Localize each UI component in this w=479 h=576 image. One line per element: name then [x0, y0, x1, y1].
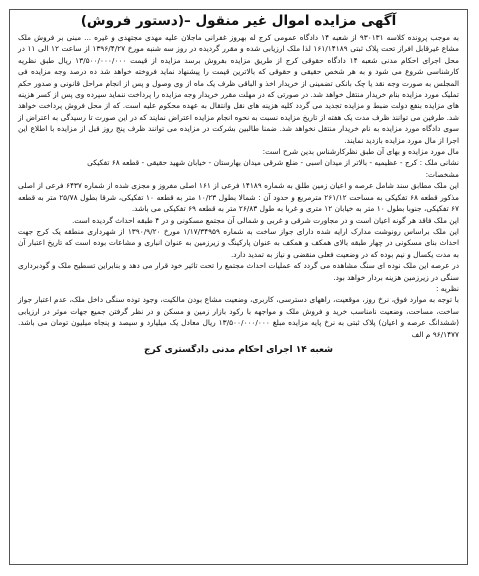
notice-paragraph-opinion-heading: نظریه :: [435, 283, 459, 293]
notice-paragraph-intro: به موجب پرونده کلاسه ۹۳۰۱۳۱ از شعبه ۱۴ دادگاه عمومی کرج له بهروز غفرانی ماجلان علیه مهدی مجتهدی و غیره ... مبنی بر فروش ملک مشاع غیرقابل افراز تحت پلاک ثبتی ۱۶۱/۱۴۱۸۹ لذا ملک ارزیابی شده و مقرر گردیده در روز سه شنبه مورخ ۱۳۹۶/۴/۲۷ از ساعت ۱۲ الی ۱۱ در محل اجرای احکام مدنی شعبه ۱۴ دادگاه حقوقی کرج از طریق مزایده بفروش برسد مزایده از قیمت ۱۳/۵۰۰/۰۰۰/۰۰۰ ریال طبق نظریه کارشناسی شروع می شود و به هر شخص حقیقی و حقوقی که بالاترین قیمت را پیشنهاد نماید فروخته خواهد شد ده درصد وجه مزایده فی المجلس به صورت وجه نقد یا چک بانکی تضمینی از خریدار اخذ و الباقی ظرف یک ماه از وی وصول و پس از انجام مراحل قانونی و صدور حکم تملیک مورد مزایده بنام خریدار منتقل خواهد شد. در صورتی که در مهلت مقرر خریدار وجه مزایده را پرداخت ننماید سپرده وی پس از کسر هزینه های مزایده بنفع دولت ضبط و مزایده تجدید می گردد کلیه هزینه های نقل وانتقال به عهده محکوم علیه است. که از محل فروش پرداخت خواهد شد. طرفین می توانند ظرف مدت یک هفته از تاریخ مزایده نسبت به نحوه انجام مزایده اعتراض نمایند که در این صورت تا رسیدگی به اعتراض از سوی دادگاه مورد مزایده به نام خریدار منتقل نخواهد شد. ضمنا طالبین بشرکت در مزایده می توانند ظرف پنج روز قبل از مزایده با اطلاع این اجرا از مال مورد مزایده بازدید نمایند.: [18, 33, 459, 145]
auction-notice: [9, 9, 468, 565]
notice-title: آگهی مزایده اموال غیر منقول –(دستور فروش): [80, 13, 397, 29]
notice-paragraph-opinion: با توجه به موارد فوق، نرخ روز، موقعیت، راههای دسترسی، کاربری، وضعیت مشاع بودن مالکیت، وجود توده سنگی داخل ملک، عدم اعتبار جواز ساخت، مساحت، وضعیت نامناسب خرید و فروش ملک و مواجهه با رکود بازار زمین و مسکن و در نظر گرفتن جمیع جهات موثر در ارزیابی (ششدانگ عرصه و اعیان) پلاک ثبتی به نرخ پایه مزایده مبلغ ۱۳/۵۰۰/۰۰۰/۰۰۰ ریال معادل یک میلیارد و سیصد و پنجاه میلیون تومان می باشد. ۹۶/۱۴۷۷ م الف: [18, 295, 460, 339]
notice-paragraph-rock: در عرصه این ملک نوده ای سنگ مشاهده می گردد که عملیات احداث مجتمع را تحت تاثیر خود قرار می دهد و بنابراین تسطیح ملک و گودبرداری سنگی در زیرزمین هزینه بردار خواهد بود.: [18, 261, 459, 282]
notice-paragraph-appraisal: مال مورد مزایده و بهای آن طبق نظرکارشناس بدین شرح است:: [262, 147, 459, 157]
notice-paragraph-no-building: این ملک فاقد هر گونه اعیان است و در مجاورت شرقی و غربی و شمالی آن مجتمع مسکونی و در ۴ طبقه احداث گردیده است.: [71, 215, 459, 225]
notice-signature: شعبه ۱۴ اجرای احکام مدنی دادگستری کرج: [144, 344, 333, 355]
notice-paragraph-address: نشانی ملک : کرج - عظیمیه - بالاتر از میدان اسبی - ضلع شرقی میدان بهارستان - خیابان شهید حقیقی - قطعه ۶۸ تفکیکی: [87, 158, 459, 168]
notice-paragraph-permit: این ملک براساس رونوشت مدارک ارایه شده دارای جواز ساخت به شماره ۱/۱۷/۳۴۹۵۹ مورخ ۱۳۹۰/۹/۲۰ از شهرداری منطقه یک کرج جهت احداث بنای مسکونی در چهار طبقه بالای همکف و همکف به عنوان پارکینگ و زیرزمین به عنوان انباری و مشاعات بوده است که تاریخ اعتبار آن به مدت یکسال و نیم بوده که در وضعیت فعلی منقضی و نیاز به تمدید دارد.: [18, 226, 459, 259]
notice-paragraph-specs-heading: مشخصات:: [425, 169, 459, 179]
notice-paragraph-deed: این ملک مطابق سند شامل عرصه و اعیان زمین طلق به شماره ۱۴۱۸۹ فرعی از ۱۶۱ اصلی مفروز و مجزی شده از شماره ۶۴۳۷ فرعی از اصلی مذکور قطعه ۶۸ تفکیکی به مساحت ۲۶۱/۱۲ مترمربع و حدود آن : شمالا بطول ۱۰/۲۳ متر به قطعه ۱۰ تفکیکی، شرقا بطول ۲۵/۷۸ متر به قطعه ۶۷ تفکیکی، جنوبا بطول ۱۰ متر به خیابان ۱۲ متری و غربا به طول ۲۶/۸۳ متر به قطعه ۶۹ تفکیکی می باشد.: [18, 181, 459, 214]
